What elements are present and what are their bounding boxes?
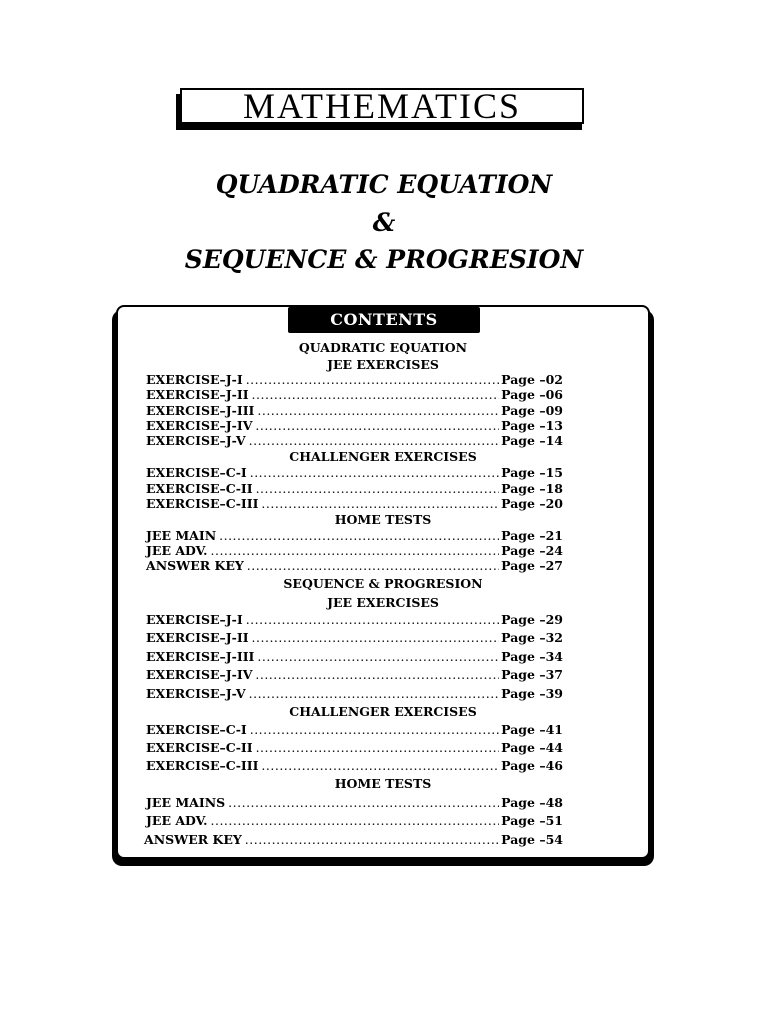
toc-entry[interactable] (146, 481, 563, 497)
toc-entry-name: JEE MAIN (146, 528, 217, 543)
toc-entry-page: Page –20 (501, 496, 563, 511)
dot-leader (255, 418, 499, 434)
toc-entry[interactable] (146, 387, 563, 403)
toc-entry-name: EXERCISE–C-II (146, 740, 253, 755)
dot-leader (249, 433, 500, 449)
toc-entry-page: Page –41 (501, 722, 563, 737)
toc-entry[interactable] (146, 667, 563, 683)
toc-entry[interactable] (144, 832, 563, 848)
subheading-home-tests: HOME TESTS (334, 512, 432, 527)
title-line-1: QUADRATIC EQUATION (215, 170, 553, 199)
toc-entry-name: EXERCISE–J-V (146, 686, 246, 701)
toc-entry-page: Page –02 (501, 372, 563, 387)
subheading-home-tests: HOME TESTS (334, 776, 432, 791)
contents-label: CONTENTS (288, 307, 480, 333)
subheading-challenger-exercises: CHALLENGER EXERCISES (289, 449, 477, 464)
dot-leader (256, 481, 500, 497)
toc-entry-page: Page –48 (501, 795, 563, 810)
title-line-3: SEQUENCE & PROGRESION (184, 245, 584, 274)
dot-leader (256, 740, 500, 756)
dot-leader (246, 612, 499, 628)
toc-entry-page: Page –18 (501, 481, 563, 496)
toc-entry-name: EXERCISE–C-I (146, 465, 247, 480)
toc-entry-page: Page –15 (501, 465, 563, 480)
dot-leader (211, 543, 500, 559)
dot-leader (211, 813, 500, 829)
toc-entry-page: Page –44 (501, 740, 563, 755)
dot-leader (245, 832, 499, 848)
dot-leader (257, 403, 499, 419)
toc-entry[interactable] (146, 740, 563, 756)
toc-entry-page: Page –06 (501, 387, 563, 402)
toc-entry[interactable] (146, 630, 563, 646)
dot-leader (249, 686, 500, 702)
toc-entry[interactable] (146, 433, 563, 449)
toc-entry[interactable] (146, 612, 563, 628)
toc-entry-name: EXERCISE–J-IV (146, 418, 253, 433)
toc-entry-name: EXERCISE–C-I (146, 722, 247, 737)
toc-entry-page: Page –37 (501, 667, 563, 682)
toc-entry-name: EXERCISE–J-I (146, 372, 243, 387)
toc-entry[interactable] (146, 403, 563, 419)
toc-entry-name: EXERCISE–J-III (146, 403, 255, 418)
toc-entry-name: JEE ADV. (146, 543, 208, 558)
dot-leader (261, 758, 499, 774)
title-line-2: & (372, 208, 396, 237)
toc-entry-page: Page –39 (501, 686, 563, 701)
dot-leader (250, 465, 499, 481)
toc-entry-page: Page –29 (501, 612, 563, 627)
toc-entry[interactable] (146, 558, 563, 574)
subheading-jee-exercises: JEE EXERCISES (327, 595, 439, 610)
dot-leader (246, 372, 499, 388)
dot-leader (228, 795, 499, 811)
dot-leader (261, 496, 499, 512)
subject-banner: MATHEMATICS (180, 88, 584, 124)
subheading-jee-exercises: JEE EXERCISES (327, 357, 439, 372)
dot-leader (252, 387, 500, 403)
toc-entry-name: ANSWER KEY (144, 832, 242, 847)
toc-entry-page: Page –24 (501, 543, 563, 558)
toc-entry-name: EXERCISE–J-II (146, 630, 249, 645)
toc-entry[interactable] (146, 795, 563, 811)
dot-leader (252, 630, 500, 646)
toc-entry-page: Page –27 (501, 558, 563, 573)
toc-entry-page: Page –34 (501, 649, 563, 664)
toc-entry[interactable] (146, 649, 563, 665)
toc-entry[interactable] (146, 722, 563, 738)
toc-entry-name: ANSWER KEY (146, 558, 244, 573)
toc-entry[interactable] (146, 686, 563, 702)
toc-entry-name: EXERCISE–C-II (146, 481, 253, 496)
toc-entry[interactable] (146, 372, 563, 388)
toc-entry-page: Page –13 (501, 418, 563, 433)
toc-entry-name: EXERCISE–J-II (146, 387, 249, 402)
toc-entry-name: EXERCISE–J-III (146, 649, 255, 664)
dot-leader (257, 649, 499, 665)
toc-entry-name: EXERCISE–C-III (146, 496, 259, 511)
toc-entry-page: Page –21 (501, 528, 563, 543)
section-title-sequence: SEQUENCE & PROGRESION (283, 576, 483, 591)
dot-leader (247, 558, 499, 574)
toc-entry-page: Page –54 (501, 832, 563, 847)
toc-entry-page: Page –46 (501, 758, 563, 773)
toc-entry-name: EXERCISE–J-IV (146, 667, 253, 682)
toc-entry[interactable] (146, 418, 563, 434)
toc-entry-page: Page –51 (501, 813, 563, 828)
toc-entry[interactable] (146, 528, 563, 544)
toc-entry[interactable] (146, 758, 563, 774)
toc-entry-name: EXERCISE–J-V (146, 433, 246, 448)
toc-entry-page: Page –09 (501, 403, 563, 418)
dot-leader (219, 528, 499, 544)
dot-leader (250, 722, 499, 738)
subheading-challenger-exercises: CHALLENGER EXERCISES (289, 704, 477, 719)
dot-leader (255, 667, 499, 683)
toc-entry-page: Page –14 (501, 433, 563, 448)
toc-entry-name: JEE MAINS (146, 795, 226, 810)
toc-entry[interactable] (146, 465, 563, 481)
toc-entry[interactable] (146, 543, 563, 559)
toc-entry[interactable] (146, 813, 563, 829)
toc-entry-name: EXERCISE–J-I (146, 612, 243, 627)
toc-entry-name: JEE ADV. (146, 813, 208, 828)
toc-entry[interactable] (146, 496, 563, 512)
section-title-quadratic: QUADRATIC EQUATION (298, 340, 468, 355)
toc-entry-page: Page –32 (501, 630, 563, 645)
toc-entry-name: EXERCISE–C-III (146, 758, 259, 773)
